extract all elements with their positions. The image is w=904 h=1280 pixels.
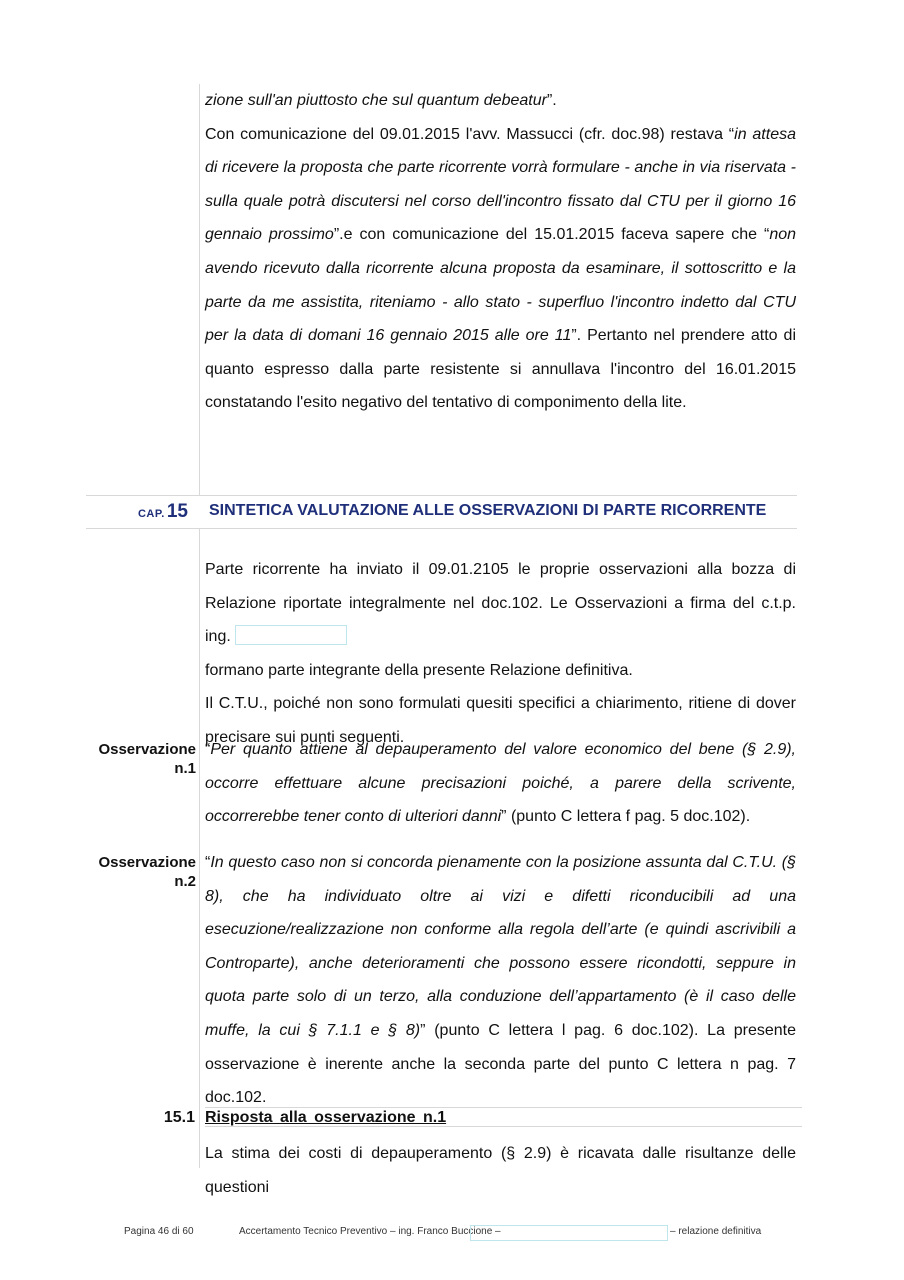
chapter-rule-bottom xyxy=(86,528,797,529)
margin-rule-top xyxy=(199,84,200,495)
footer-redacted-box xyxy=(470,1225,668,1241)
footer-document-title: Accertamento Tecnico Preventivo – ing. Franco Buccione – xyxy=(239,1226,501,1237)
continued-paragraph: zione sull'an piuttosto che sul quantum debeatur”. Con comunicazione del 09.01.2015 l'avv. Massucci (cfr. doc.98) restava “in attesa di ricevere la proposta che parte ricorrente vorrà formulare - anche in via riservata - sulla quale potrà discutersi nel corso dell'incontro fissato dal CTU per il giorno 16 gennaio prossimo”.e con comunicazione del 15.01.2015 faceva sapere che “non avendo ricevuto dalla ricorrente alcuna proposta da esaminare, il sottoscritto e la parte da me assistita, riteniamo - allo stato - superfluo l'incontro indetto dal CTU per la data di domani 16 gennaio 2015 alle ore 11”. Pertanto nel prendere atto di quanto espresso dalla parte resistente si annullava l'incontro del 16.01.2015 constatando l'esito negativo del tentativo di componimento della lite. xyxy=(205,92,797,412)
observation-2-text: “In questo caso non si concorda pienamente con la posizione assunta dal C.T.U. (§ 8), che ha individuato oltre ai vizi e difetti riconducibili ad una esecuzione/realizzazione non conforme alla regola dell’arte (e quindi ascrivibili a Controparte), anche deterioramenti che possono essere ricondotti, seppure in quota parte solo di un terzo, alla conduzione dell’appartamento (è il caso delle muffe, la cui § 7.1.1 e § 8)” (punto C lettera l pag. 6 doc.102). La presente osservazione è inerente anche la seconda parte del punto C lettera n pag. 7 doc.102. xyxy=(205,854,796,1107)
intro-paragraphs: Parte ricorrente ha inviato il 09.01.2105 le proprie osservazioni alla bozza di Relazione riportate integralmente nel doc.102. Le Osservazioni a firma del c.t.p. ing. formano parte integrante della presente Relazione definitiva. Il C.T.U., poiché non sono formulati quesiti specifici a chiarimento, ritiene di dover precisare sui punti seguenti. xyxy=(205,561,796,746)
section-title: Risposta alla osservazione n.1 xyxy=(205,1109,447,1126)
observation-1-text: “Per quanto attiene al depauperamento del valore economico del bene (§ 2.9), occorre effettuare alcune precisazioni poiché, a parere della scrivente, occorrerebbe tener conto di ulteriori danni” (punto C lettera f pag. 5 doc.102). xyxy=(205,741,796,826)
chapter-title: SINTETICA VALUTAZIONE ALLE OSSERVAZIONI DI PARTE RICORRENTE xyxy=(209,502,767,519)
observation-1-label: Osservazione n.1 xyxy=(98,741,196,777)
footer-page-number: Pagina 46 di 60 xyxy=(124,1226,194,1237)
footer-document-suffix: – relazione definitiva xyxy=(670,1226,762,1237)
margin-rule-bottom xyxy=(199,528,200,1168)
observation-2-label: Osservazione n.2 xyxy=(98,854,196,890)
chapter-label: CAP. 15 xyxy=(137,501,188,522)
redacted-name-box xyxy=(235,625,347,645)
section-rule-top xyxy=(205,1107,802,1108)
chapter-rule-top xyxy=(86,495,797,496)
section-number: 15.1 xyxy=(163,1109,195,1126)
section-text: La stima dei costi di depauperamento (§ 2.9) è ricavata dalle risultanze delle questioni xyxy=(205,1145,796,1196)
